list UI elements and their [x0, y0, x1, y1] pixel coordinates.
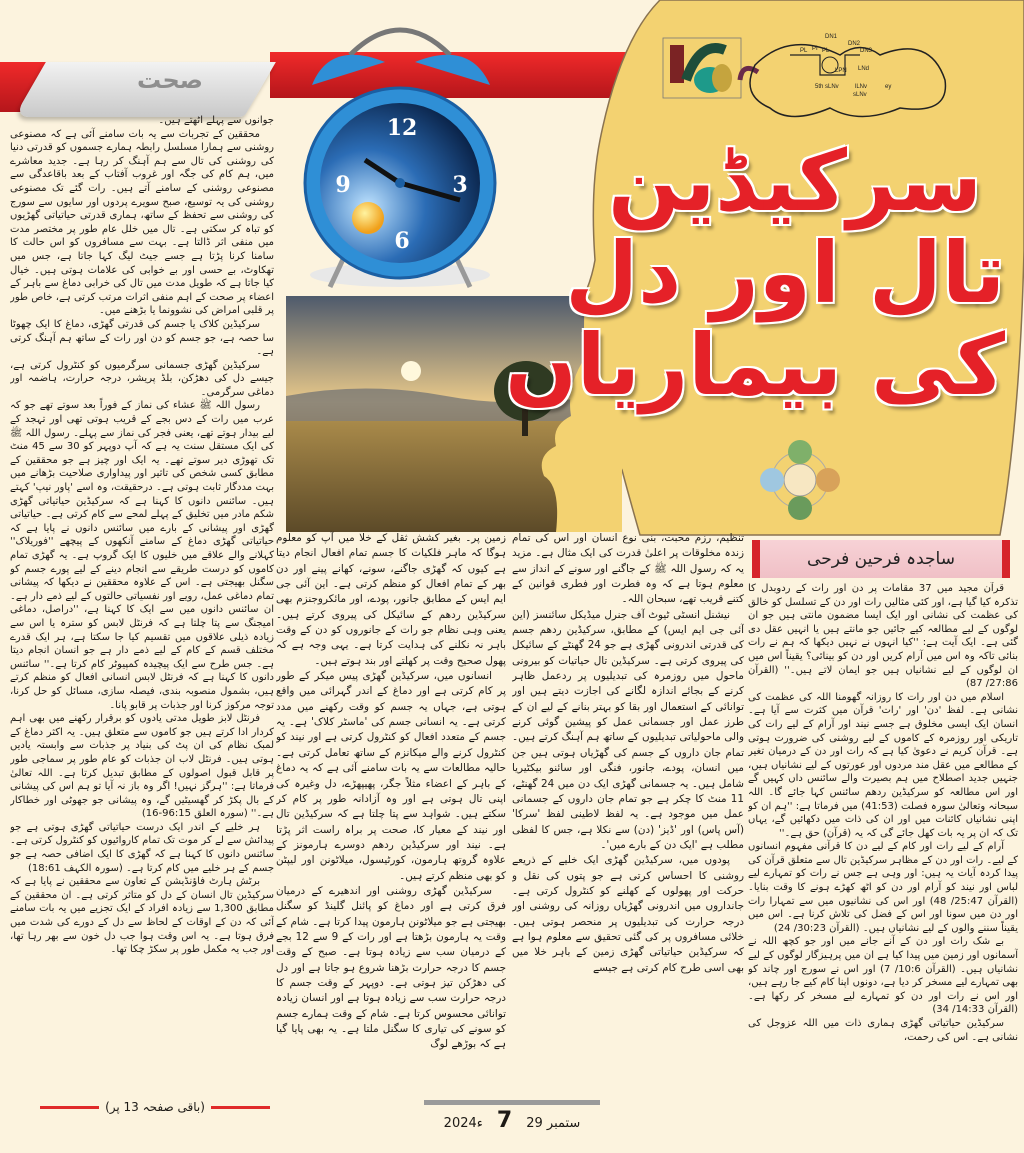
continued-text: (باقی صفحہ 13 پر) [105, 1100, 205, 1114]
paragraph: سرکیڈین گھڑی روشنی اور اندھیرے کے درمیان فرق کرتی ہے اور دماغ کو پائنل گلینڈ کو سگنل بھیجتی ہے جو میلاٹونن ہارمون پیدا کرتا ہے۔ شام کے وقت یہ ہارمون بڑھتا ہے اور رات کے 9 سے 12 بجے کے درمیان سب سے زیادہ ہوتا ہے۔ صبح کے وقت جسم کا درجہ حرارت بڑھنا شروع ہو جاتا ہے اور دل کی دھڑکن تیز ہوتی ہے۔ دوپہر کے وقت جسم کا درجہ حرارت سب سے زیادہ ہوتا ہے اور انسان زیادہ توانائی محسوس کرتا ہے۔ شام کے وقت ہمارے جسم کو سونے کی تیاری کا سگنل ملتا ہے۔ یہ بھی پایا گیا ہے کہ بوڑھے لوگ [276, 884, 506, 1051]
paragraph: رسول اللہ ﷺ عشاء کی نماز کے فوراً بعد سوتے تھے جو کہ عرب میں رات کے دس بجے کے قریب ہوتی تھی اور تہجد کے لیے بیدار ہوتے تھے، یعنی فجر کی نماز سے پہلے۔ رسول اللہ ﷺ کی ایک مستقل سنت یہ ہے کہ آپ دوپہر کو 30 سے 45 منٹ تک تھوڑی دیر سوتے تھے۔ یہ ایک اور چیز ہے جو محققین کے مطابق کسی شخص کی تاثیر اور پیداواری صلاحیت بڑھانے میں بہت مددگار ثابت ہوتی ہے۔ درحقیقت، وہ اسے 'پاور نیپ' کہتے ہیں۔ سائنس دانوں کا کہنا ہے کہ سرکیڈین حیاتیاتی گھڑی شکم مادر میں تخلیق کے پہلے لمحے سے کام کرتی ہے۔ حیاتیاتی گھڑی اور پیشانی کے بارے میں سائنس دانوں نے پایا ہے کہ حیاتیاتی گھڑی دماغ کے سامنے آنکھوں کے پیچھے ''فوریلاک'' کہلانے والے علاقے میں خلیوں کا ایک گروپ ہے۔ یہ گھڑی تمام کاموں کو درست طریقے سے انجام دینے کے لیے پورے جسم کو سگنل بھیجتی ہے۔ اس کے علاوہ محققین نے دیکھا کہ پیشانی تمام دماغی عمل، رویے اور نفسیاتی حالتوں کے لیے ذمے دار ہے۔ ان سائنس دانوں میں سے ایک کا کہنا ہے، ''دراصل، دماغی امیجنگ سے پتا چلتا ہے کہ فرنٹل لابس کو سترہ یا اس سے زیادہ ذیلی علاقوں میں تقسیم کیا جا سکتا ہے، ہر ایک قدرے مختلف قسم کے کام کے لیے ذمے دار ہے جو انسان انجام دیتا ہے۔ جس طرح سے ایک پیچیدہ کمپیوٹر کام کرتا ہے۔'' سائنس دانوں کا کہنا ہے کہ فرنٹل لابس انسانی افعال کو منظم کرتے ہیں، بشمول منصوبہ بندی، فیصلہ سازی، مسائل کو حل کرنا، توجہ مرکوز کرنا اور جذبات پر قابو پانا۔ [10, 400, 274, 711]
diagram-label: PI [812, 46, 818, 52]
diagram-label: LNd [858, 66, 870, 72]
divider [211, 1106, 270, 1109]
section-label: صحت [137, 66, 203, 94]
paragraph: محققین کے تجربات سے یہ بات سامنے آئی ہے کہ مصنوعی روشنی سے ہمارا مسلسل رابطہ ہمارے جسموں کو قدرتی دنیا کی روشنی کی تال سے ہم آہنگ کر رہا ہے۔ جدید معاشرے میں، ہم کام کی جگہ اور غروب آفتاب کے بعد باقاعدگی سے مصنوعی روشنی کے سامنے آتے ہیں۔ رات گئے تک مصنوعی روشنی کی یہ توسیع، صبح سویرے پردوں اور سایوں سے سورج کی روشنی سے تحفظ کے ساتھ، ہماری قدرتی حیاتیاتی گھڑیوں کو تباہ کر سکتی ہے۔ تال میں خلل عام طور پر مختصر مدت میں منفی اثر ڈالتا ہے۔ بہت سے مسافروں کو اس حالت کا سامنا کرنا پڑتا ہے جسے جیٹ لیگ کہا جاتا ہے، جس میں تھکاوٹ، بے حسی اور بے خوابی کی علامات ہوتی ہیں۔ خیال کیا جاتا ہے کہ طویل مدت میں تال کی خرابی دماغ سے باہر کے اعضاء پر صحت کے اہم منفی اثرات مرتب کرتی ہے، خاص طور پر قلبی امراض کی نشوونما یا بڑھنے میں۔ [10, 128, 274, 317]
diagram-label: LPN [835, 68, 847, 74]
paragraph: زمین پر۔ بغیر کشش ثقل کے خلا میں آپ کو معلوم ہوگا کہ ماہر فلکیات کا جسم تمام افعال انجام دیتا ہے کیوں کہ گھڑی جاگنے، سونے، کھانے پینے اور دن بھر کے تمام افعال کو منظم کرتی ہے۔ این آئی جی ایم ایس کے مطابق جانور، پودے، اور مائکروجنزم بھی سرکیڈین ردھم کے سائیکل کی پیروی کرتے ہیں۔ یعنی وہی نظام جو رات کے جانوروں کو دن کے وقت باہر نہ نکلنے کی ہدایت کرتا ہے۔ یہی وجہ ہے کہ پھول صحیح وقت پر کھلتے اور بند ہوتے ہیں۔ [276, 532, 506, 667]
continued-note [40, 1100, 270, 1114]
footer-year: 2024ء [443, 1116, 483, 1131]
article-column-left [10, 114, 274, 1090]
clock-number: 12 [386, 115, 418, 141]
paragraph: سرکیڈین حیاتیاتی گھڑی ہماری ذات میں اللہ عزوجل کی نشانی ہے۔ اس کی رحمت، [748, 1018, 1018, 1043]
diagram-label: PL [822, 48, 830, 54]
paragraph: فرنٹل لابز طویل مدتی یادوں کو برقرار رکھنے میں بھی اہم کردار ادا کرتے ہیں جو کاموں سے متعلق ہیں۔ یہ اکثر دماغ کے لمبک نظام کی ان پٹ کی بنیاد پر جذبات سے وابستہ یادیں ہوتی ہیں۔ فرنٹل لاب ان جذبات کو عام طور پر سماجی طور پر قابل قبول اصولوں کے مطابق تبدیل کرتا ہے۔ اللہ تعالیٰ فرماتا ہے: ''ہرگز نہیں! اگر وہ باز نہ آیا تو ہم اس کی پیشانی کے بال پکڑ کر گھسیٹیں گے، وہ پیشانی جو جھوٹی اور خطاکار ہے۔'' (سورہ العلق 96:15-16) [10, 713, 274, 820]
page-number: 7 [496, 1108, 513, 1133]
paragraph: ہر خلیے کے اندر ایک درست حیاتیاتی گھڑی ہوتی ہے جو پیدائش سے لے کر موت تک تمام کاروائیوں کو کنٹرول کرتی ہے۔ سائنس دانوں کا کہنا ہے کہ گھڑی کا ایک اضافی حصہ ہے جو جسم کے ہر خلیے میں کام کرتا ہے۔ (سورہ الکہف 18:61) [10, 821, 274, 874]
clock-number: 9 [335, 172, 351, 198]
paragraph: تنظیم، رزم محبت، بنی نوع انسان اور اس کی تمام زندہ مخلوقات پر اعلیٰ قدرت کی ایک مثال ہے۔ مزید یہ کہ رسول اللہ ﷺ کے جاگنے اور سونے کے انداز سے معلوم ہوتا ہے کہ وہ فطرت اور فطری قوانین کے کتنے قریب تھے، سبحان اللہ۔ [512, 532, 744, 606]
diagram-label: sLNv [853, 92, 867, 98]
article-column-3 [276, 531, 506, 1056]
article-column-1 [748, 582, 1018, 1148]
paragraph: بے شک رات اور دن کے آنے جانے میں اور جو کچھ اللہ نے آسمانوں اور زمین میں پیدا کیا ہے ان میں پرہیزگار لوگوں کے لیے نشانیاں ہیں۔ (القرآن 10:6/ 7) اور اس نے سورج اور چاند کو بھی تمہارے لیے مسخر کر دیا ہے، دونوں اپنا کام کیے جا رہے ہیں، اور اس نے رات اور دن کو تمہارے لیے مسخر کر رکھا ہے۔ (القرآن 14:33/ 34) [748, 936, 1018, 1016]
diagram-label: ey [885, 84, 892, 90]
diagram-label: 5th sLNv [815, 84, 839, 90]
paragraph: اسلام میں دن اور رات کا روزانہ گھومنا اللہ کی عظمت کی نشانی ہے۔ لفظ 'دن' اور 'رات' قرآن میں کثرت سے آیا ہے۔ انسان ایک ایسی مخلوق ہے جسے نیند اور آرام کے لیے رات کی تاریکی اور روزمرہ کے کاموں کے لیے روشنی کی ضرورت ہوتی ہے۔ قرآن کریم نے دعویٰ کیا ہے کہ رات اور دن کے درمیان تغیر کے مطالعے میں عقل مند مردوں اور عورتوں کے لیے نشانیاں ہیں، جنہیں جدید اصطلاح میں ہم بصیرت والے سائنس داں کہیں گے اور اس مطالعہ کو سرکیڈین ردھم سائنس کہا جائے گا۔ اللہ سبحانہ وتعالیٰ سورہ فصلت (41:53) میں فرماتا ہے: ''ہم ان کو اپنی نشانیاں کائنات میں اور ان کی ذات میں دکھائیں گے، یہاں تک کہ ان پر یہ بات کھل جائے گی کہ یہ (قرآن) حق ہے۔'' [748, 691, 1018, 839]
article-column-2 [512, 531, 744, 1056]
paragraph: قرآن مجید میں 37 مقامات پر دن اور رات کے ردوبدل کا تذکرہ کیا گیا ہے، اور کئی مثالیں رات اور دن کے تسلسل کو خالق کی عظمت کی نشانی اور ایک ایسا مضمون مانتی ہیں جو ان لوگوں کے لیے مطالعہ کیے جائیں جو مانتے ہیں یا انہیں عقل دی گئی ہے۔ ایک آیت ہے: ''کیا انہوں نے نہیں دیکھا کہ ہم نے رات بنائی تاکہ وہ اس میں آرام کریں اور دن کو بینائی؟ یقیناً اس میں ان لوگوں کے لیے نشانیاں ہیں جو ایمان لاتے ہیں۔'' (القرآن 27:86/ 87) [748, 583, 1018, 690]
divider [40, 1106, 99, 1109]
clock-number: 3 [452, 172, 468, 198]
paragraph: پودوں میں، سرکیڈین گھڑی ایک خلیے کے ذریعے روشنی کا احساس کرتی ہے جو پتوں کی نقل و حرکت اور پھولوں کے کھلنے کو کنٹرول کرتی ہے۔ جانداروں میں اندرونی گھڑیاں روزانہ کی روشنی اور درجہ حرارت کی تبدیلیوں پر منحصر ہوتی ہیں۔ خلائی مسافروں پر کی گئی تحقیق سے معلوم ہوا ہے کہ سرکیڈین حیاتیاتی گھڑی زمین کے باہر خلا میں بھی اسی طرح کام کرتی ہے جیسے [512, 854, 744, 974]
diagram-label: DN1 [825, 34, 838, 40]
page-footer [424, 1108, 600, 1133]
clock-number: 6 [394, 228, 410, 254]
paragraph: جوانوں سے پہلے اٹھتے ہیں۔ [158, 115, 274, 126]
paragraph: سرکیڈین گھڑی جسمانی سرگرمیوں کو کنٹرول کرتی ہے، جیسے دل کی دھڑکن، بلڈ پریشر، درجہ حرارت، ہاضمہ اور دماغی سرگرمی۔ [10, 359, 274, 398]
diagram-label: lLNv [855, 84, 868, 90]
paragraph: نیشنل انسٹی ٹیوٹ آف جنرل میڈیکل سائنسز (این آئی جی ایم ایس) کے مطابق، سرکیڈین ردھم جسم کی قدرتی اندرونی گھڑی ہے جو 24 گھنٹے کے سائیکل کی پیروی کرتی ہے۔ سرکیڈین تال حیاتیات کو بیرونی ماحول میں روزمرہ کی تبدیلیوں پر ردعمل ظاہر کرنے کے بجائے اندازہ لگانے کی اجازت دیتے ہیں اور توانائی کے استعمال اور بقا کو بہتر بنانے کے لیے ان کے طرز عمل اور جسمانی عمل کو پیشین گوئی کرنے والی ماحولیاتی تبدیلیوں کے ساتھ ہم آہنگ کرتے ہیں۔ تمام جان داروں کے جسم کی گھڑیاں ہوتی ہیں جن میں انسان، پودے، جانور، فنگی اور سائنو بیکٹیریا شامل ہیں۔ یہ جسمانی گھڑی ایک دن میں 24 گھنٹے، 11 منٹ کا چکر ہے جو تمام جان داروں کے جسمانی عمل میں موجود ہے۔ یہ لفظ لاطینی لفظ 'سرکا' (آس پاس) اور 'ڈیز' (دن) سے نکلا ہے، جس کا لفظی مطلب ہے 'ایک دن کے بارے میں'۔ [512, 608, 744, 851]
title-line: تال اور دل [565, 224, 1005, 322]
diagram-label: DN3 [860, 48, 873, 54]
title-line: کی بیماریاں [505, 316, 1005, 414]
title-line: سرکیڈین [608, 132, 982, 230]
footer-date: 29 ستمبر [526, 1116, 581, 1131]
paragraph: برٹش ہارٹ فاؤنڈیشن کے تعاون سے محققین نے پایا ہے کہ سرکیڈین تال انسان کے دل کو متاثر کرتی ہے۔ ان محققین کے مطابق 1,300 سے زیادہ افراد کے ایک تجزیے میں یہ بات سامنے آئی کہ دن کے اوقات کے لحاظ سے دل کے دورے کی شدت میں فرق ہوتا ہے۔ یہ اس وقت ہوا جب دل خون سے بھر رہا تھا، اور جب یہ مکمل طور پر سکڑ چکا تھا۔ [10, 876, 274, 956]
footer-rule [424, 1100, 600, 1105]
diagram-label: PL [800, 48, 808, 54]
author-byline: ساجدہ فرحین فرحی [752, 540, 1010, 578]
article-title [505, 132, 1005, 414]
paragraph: انسانوں میں، سرکیڈین گھڑی پیس میکر کے طور پر کام کرتی ہے اور دماغ کے اندر گہرائی میں واقع ہوتی ہے، جہاں یہ جسم کو وقت رکھنے میں مدد کرتی ہے۔ یہ انسانی جسم کی 'ماسٹر کلاک' ہے۔ یہ جسم کے متعدد افعال کو کنٹرول کرتی ہے اور نیند کو کنٹرول کرنے والے میکانزم کے ساتھ تعامل کرتی ہے۔ حالیہ مطالعات سے یہ بات سامنے آئی ہے کہ یہ دماغ کے باہر کے اعضاء مثلاً جگر، پھیپھڑے، دل وغیرہ کی اپنی تال ہوتی ہے اور وہ آزادانہ طور پر کام کر سکتے ہیں۔ شواہد سے پتا چلتا ہے کہ سرکیڈین تال اور نیند کے معیار کا، صحت پر براہ راست اثر پڑتا ہے۔ نیند اور سرکیڈین ردھم دوسرے ہارمونز کے علاوہ گروتھ ہارمون، کورٹیسول، میلاٹونن اور لیپٹن کو بھی منظم کرتے ہیں۔ [276, 670, 506, 882]
diagram-label: DN2 [848, 41, 861, 47]
paragraph: آرام کے لیے رات اور کام کے لیے دن کا قرآنی مفہوم انسانوں کے لیے۔ رات اور دن کے مظاہر سرکیڈین تال سے متعلق قرآن کی پیدا کردہ آیات یہ ہیں: اور وہی ہے جس نے رات کو تمہارے لیے لباس اور نیند کو آرام اور دن کو اٹھ کھڑے ہونے کا وقت بنایا۔ (القرآن 25:47/ 48) اور اس کی نشانیوں میں سے تمہارا رات اور دن میں سونا اور اس کے فضل کی تلاش کرنا ہے۔ اس میں یقیناً سننے والوں کے لیے نشانیاں ہیں۔ (القرآن 30:23/ 24) [748, 841, 1018, 934]
paragraph: سرکیڈین کلاک یا جسم کی قدرتی گھڑی، دماغ کا ایک چھوٹا سا حصہ ہے، جو جسم کو دن اور رات کے ساتھ ہم آہنگ کرتی ہے۔ [10, 318, 274, 358]
